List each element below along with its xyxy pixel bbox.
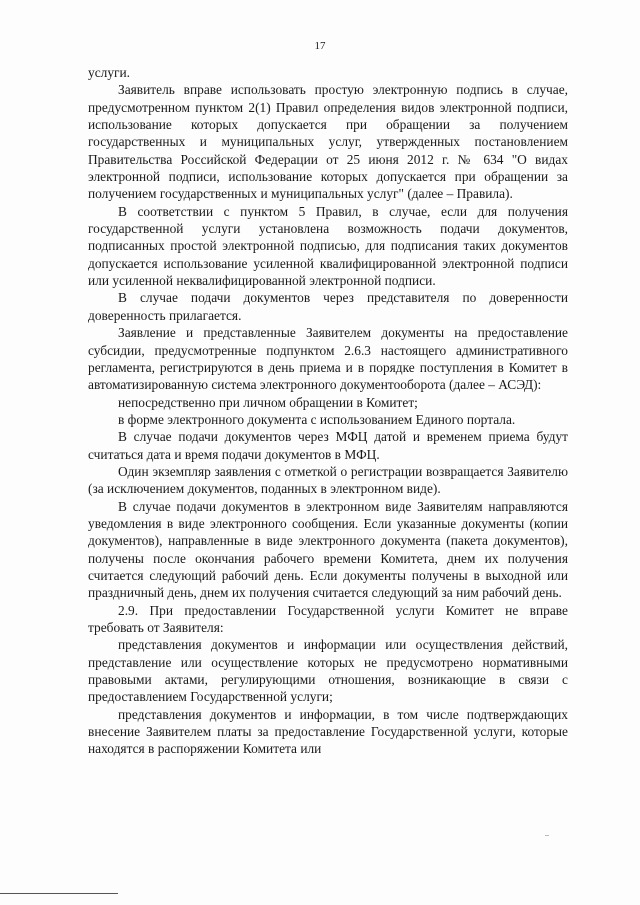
paragraph: в форме электронного документа с использованием Единого портала. [118, 411, 516, 427]
page-number: 17 [314, 40, 326, 52]
paragraph: В случае подачи документов через МФЦ датой и временем приема будут считаться дата и время подачи документов в МФЦ. [88, 429, 568, 462]
paragraph: 2.9. При предоставлении Государственной услуги Комитет не вправе требовать от Заявителя: [88, 602, 568, 635]
paragraph: представления документов и информации или осуществления действий, представление или осуществление которых не предусмотрено нормативными правовыми актами, регулирующими отношения, возникающие в связи с предоставлением Государственной услуги; [88, 637, 568, 705]
scan-mark [545, 835, 549, 836]
paragraph: представления документов и информации, в том числе подтверждающих внесение Заявителем платы за предоставление Государственной услуги, которые находятся в распоряжении Комитета или [88, 706, 568, 757]
paragraph: непосредственно при личном обращении в Комитет; [118, 394, 418, 410]
paragraph: В соответствии с пунктом 5 Правил, в случае, если для получения государственной услуги установлена возможность подачи документов, подписанных простой электронной подписью, для подписания таких документов допускается использование усиленной квалифицированной электронной подписи или усиленной неквалифицированной электронной подписи. [88, 203, 568, 289]
paragraph: В случае подачи документов в электронном виде Заявителям направляются уведомления в виде электронного сообщения. Если указанные документы (копии документов), направленные в виде электронного документа (пакета документов), получены после окончания рабочего времени Комитета, днем их получения считается следующий рабочий день. Если документы получены в выходной или праздничный день, днем их получения считается следующий за ним рабочий день. [88, 498, 568, 601]
paragraph: услуги. [88, 65, 131, 80]
paragraph: Заявление и представленные Заявителем документы на предоставление субсидии, предусмотренные подпунктом 2.6.3 настоящего административного регламента, регистрируются в день приема и в порядке поступления в Комитет в автоматизированную система электронного документооборота (далее – АСЭД): [88, 325, 568, 393]
paragraph: Один экземпляр заявления с отметкой о регистрации возвращается Заявителю (за исключением документов, поданных в электронном виде). [88, 463, 568, 497]
document-body [88, 64, 568, 758]
bottom-rule [0, 893, 118, 894]
paragraph: Заявитель вправе использовать простую электронную подпись в случае, предусмотренном пунктом 2(1) Правил определения видов электронной подписи, использование которых допускается при обращении за получением государственных и муниципальных услуг, утвержденных постановлением Правительства Российской Федерации от 25 июня 2012 г. № 634 "О видах электронной подписи, использование которых допускается при обращении за получением государственных и муниципальных услуг" (далее – Правила). [88, 82, 568, 202]
paragraph: В случае подачи документов через представителя по доверенности доверенность прилагается. [88, 290, 568, 323]
